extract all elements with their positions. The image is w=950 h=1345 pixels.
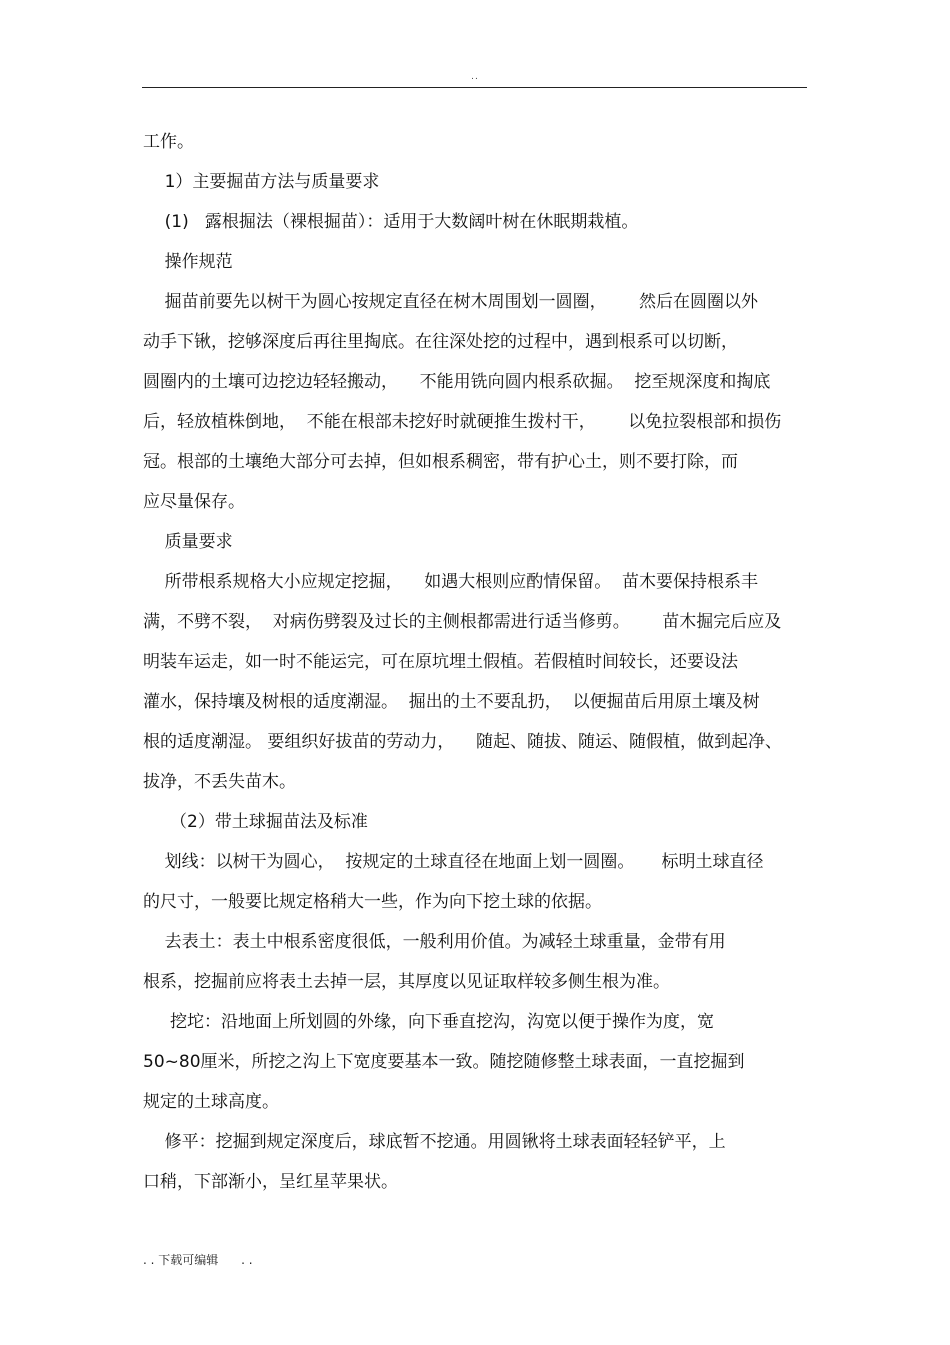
text-line: 1）主要掘苗方法与质量要求: [143, 172, 380, 192]
text-line: 所带根系规格大小应规定挖掘， 如遇大根则应酌情保留。 苗木要保持根系丰: [143, 572, 759, 592]
text-line: 质量要求: [143, 532, 233, 552]
text-line: 操作规范: [143, 252, 233, 272]
text-line: 满，不劈不裂， 对病伤劈裂及过长的主侧根都需进行适当修剪。 苗木掘完后应及: [143, 612, 782, 632]
text-line: 冠。根部的土壤绝大部分可去掉，但如根系稠密，带有护心土，则不要打除，而: [143, 452, 738, 472]
text-line: 50~80厘米，所挖之沟上下宽度要基本一致。随挖随修整土球表面，一直挖掘到: [143, 1052, 745, 1072]
text-line: 根系，挖掘前应将表土去掉一层，其厚度以见证取样较多侧生根为准。: [143, 972, 670, 992]
text-line: 的尺寸，一般要比规定格稍大一些，作为向下挖土球的依据。: [143, 892, 602, 912]
text-line: 拔净，不丢失苗木。: [143, 772, 296, 792]
text-line: 应尽量保存。: [143, 492, 245, 512]
text-line: 圆圈内的土壤可边挖边轻轻搬动， 不能用铣向圆内根系砍掘。 挖至规深度和掏底: [143, 372, 771, 392]
text-line: 后，轻放植株倒地， 不能在根部未挖好时就硬推生拨村干， 以免拉裂根部和损伤: [143, 412, 782, 432]
header-mark: ..: [471, 72, 479, 82]
text-line: 明装车运走，如一时不能运完，可在原坑埋土假植。若假植时间较长，还要设法: [143, 652, 738, 672]
text-line: (1) 露根掘法（裸根掘苗）：适用于大数阔叶树在休眠期栽植。: [143, 212, 639, 232]
text-line: 规定的土球高度。: [143, 1092, 279, 1112]
header-divider: [142, 87, 807, 88]
text-line: 口稍，下部渐小，呈红星苹果状。: [143, 1172, 398, 1192]
text-line: 根的适度潮湿。 要组织好拔苗的劳动力， 随起、随拔、随运、随假植，做到起净、: [143, 732, 783, 752]
text-line: （2）带土球掘苗法及标准: [143, 812, 368, 832]
text-line: 修平：挖掘到规定深度后，球底暂不挖通。用圆锹将土球表面轻轻铲平，上: [143, 1132, 726, 1152]
document-body: [143, 122, 808, 1202]
footer-note: . . 下载可编辑 . .: [143, 1253, 253, 1267]
text-line: 掘苗前要先以树干为圆心按规定直径在树木周围划一圆圈， 然后在圆圈以外: [143, 292, 759, 312]
text-line: 去表土：表土中根系密度很低，一般利用价值。为减轻土球重量，金带有用: [143, 932, 726, 952]
text-line: 挖坨：沿地面上所划圆的外缘，向下垂直挖沟，沟宽以便于操作为度，宽: [143, 1012, 715, 1032]
text-line: 划线：以树干为圆心， 按规定的土球直径在地面上划一圆圈。 标明土球直径: [143, 852, 764, 872]
text-line: 灌水，保持壤及树根的适度潮湿。 掘出的土不要乱扔， 以便掘苗后用原土壤及树: [143, 692, 760, 712]
text-line: 工作。: [143, 132, 194, 152]
text-line: 动手下锹，挖够深度后再往里掏底。在往深处挖的过程中，遇到根系可以切断，: [143, 332, 738, 352]
